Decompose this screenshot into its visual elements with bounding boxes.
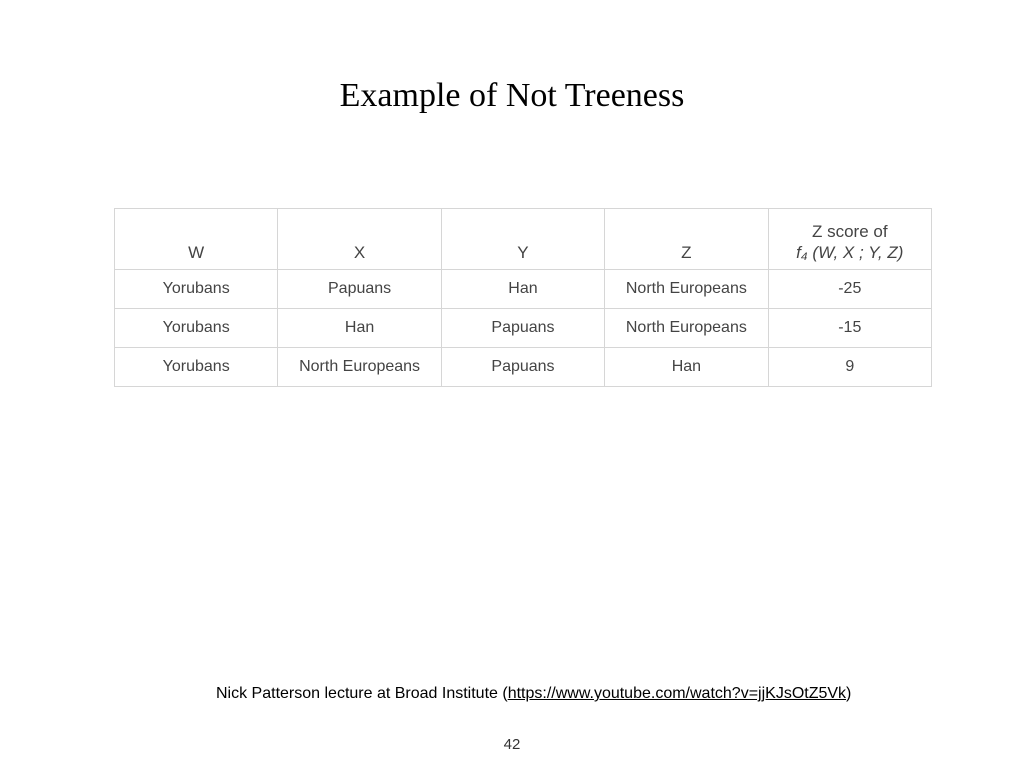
cell-z: North Europeans	[605, 270, 768, 309]
table-row	[115, 270, 932, 309]
page-number: 42	[503, 736, 521, 753]
cell-score: -25	[768, 270, 931, 309]
citation-suffix: )	[846, 685, 852, 702]
cell-w: Yorubans	[115, 348, 278, 387]
results-table	[114, 208, 932, 387]
cell-y: Han	[441, 270, 604, 309]
results-table-container	[114, 208, 932, 386]
header-zscore	[768, 209, 931, 270]
table-row	[115, 309, 932, 348]
cell-x: Han	[278, 309, 441, 348]
header-x: X	[278, 209, 441, 270]
cell-z: Han	[605, 348, 768, 387]
table-header-row	[115, 209, 932, 270]
cell-x: North Europeans	[278, 348, 441, 387]
cell-y: Papuans	[441, 348, 604, 387]
header-zscore-formula: f₄ (W, X ; Y, Z)	[796, 243, 904, 262]
cell-x: Papuans	[278, 270, 441, 309]
header-zscore-label: Z score of	[811, 222, 888, 241]
cell-w: Yorubans	[115, 270, 278, 309]
cell-score: -15	[768, 309, 931, 348]
header-w: W	[115, 209, 278, 270]
cell-y: Papuans	[441, 309, 604, 348]
cell-w: Yorubans	[115, 309, 278, 348]
header-y: Y	[441, 209, 604, 270]
header-z: Z	[605, 209, 768, 270]
youtube-link[interactable]: https://www.youtube.com/watch?v=jjKJsOtZ5Vk	[507, 685, 847, 702]
cell-z: North Europeans	[605, 309, 768, 348]
slide-title: Example of Not Treeness	[339, 77, 685, 114]
cell-score: 9	[768, 348, 931, 387]
citation	[216, 683, 851, 705]
citation-prefix: Nick Patterson lecture at Broad Institute (	[216, 685, 508, 702]
table-row	[115, 348, 932, 387]
